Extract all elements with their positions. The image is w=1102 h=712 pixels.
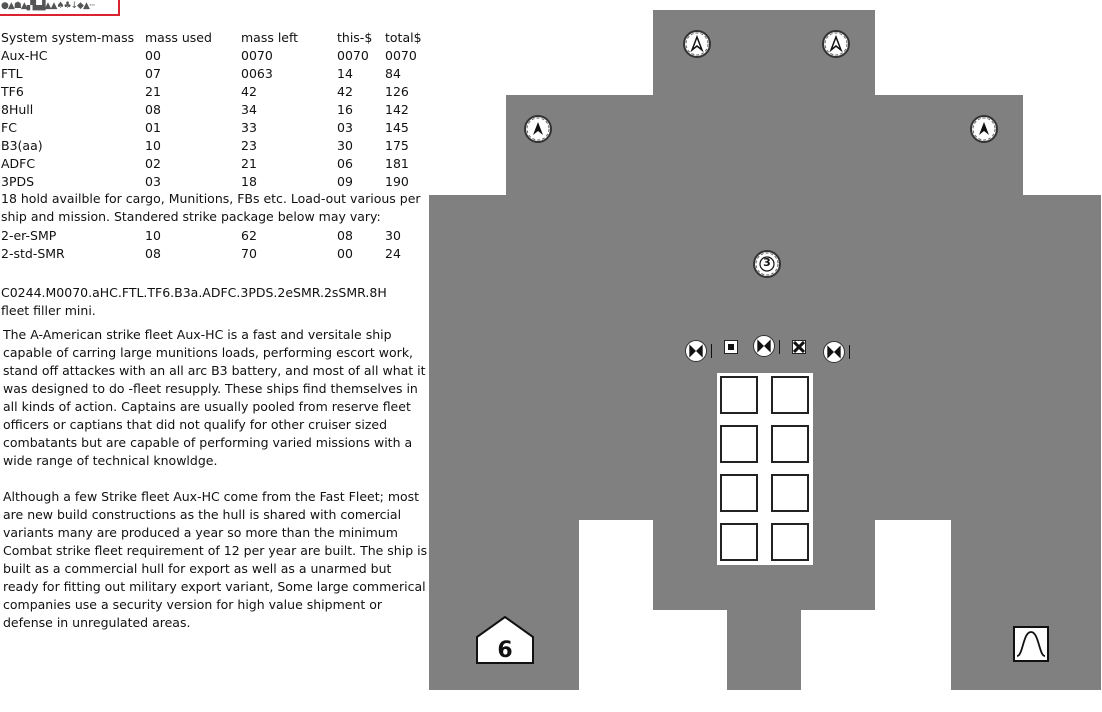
arc-hardpoint-icon bbox=[970, 115, 998, 143]
divider bbox=[779, 340, 780, 354]
hold-note: 18 hold availble for cargo, Munitions, FBs etc. Load-out various per ship and mission. Standered strike package below may vary: bbox=[1, 191, 421, 224]
system-mass: 03 bbox=[145, 173, 161, 189]
total-cost: 142 bbox=[385, 101, 409, 117]
hold-box bbox=[720, 425, 758, 463]
col-header: System system-mass bbox=[1, 29, 135, 45]
description-paragraph: The A-American strike fleet Aux-HC is a fast and versitale ship capable of carring large munitions loads, performing escort work, stand off attackes with an all arc B3 battery, and most of all what it was designed to do -fleet resupply. These ships find themselves in all kinds of action. Captains are usually pooled from reserve fleet officers or captians that did not qualify for other cruiser sized combatants but are capable of performing varied missions with a wide range of technical knowldge. bbox=[3, 327, 426, 468]
hull-right-leg bbox=[951, 510, 1101, 690]
table-row bbox=[1, 64, 425, 82]
hold-box bbox=[771, 523, 809, 561]
cargo-hold-panel bbox=[717, 373, 813, 565]
hold-box bbox=[771, 376, 809, 414]
system-mass: 00 bbox=[145, 47, 161, 63]
col-header: this-$ bbox=[337, 29, 373, 45]
arc-hardpoint-icon bbox=[524, 115, 552, 143]
total-cost: 126 bbox=[385, 83, 409, 99]
total-cost: 0070 bbox=[385, 47, 417, 63]
mass-left: 33 bbox=[241, 119, 257, 135]
mass-left: 08 bbox=[337, 227, 353, 243]
table-row bbox=[1, 118, 425, 136]
ship-diagram bbox=[429, 10, 1101, 690]
arc-hardpoint-icon bbox=[683, 30, 711, 58]
this-cost: 30 bbox=[337, 137, 353, 153]
ship-role: fleet filler mini. bbox=[1, 303, 96, 318]
table-row bbox=[1, 100, 425, 118]
this-cost: 16 bbox=[337, 101, 353, 117]
hold-box bbox=[720, 523, 758, 561]
mass-left: 0063 bbox=[241, 65, 273, 81]
system-mass: 08 bbox=[145, 101, 161, 117]
hold-box bbox=[771, 474, 809, 512]
table-row bbox=[1, 154, 425, 172]
this-cost: 03 bbox=[337, 119, 353, 135]
system-name: ADFC bbox=[1, 155, 36, 171]
description-paragraph: Although a few Strike fleet Aux-HC come from the Fast Fleet; most are new build constructions as the hull is shared with comercial variants many are produced a year so more than the minimum Combat strike fleet requirement of 12 per year are built. The ship is built as a commercial hull for export as well as a unarmed but ready for fitting out military export variant, Some large commerical companies use a security version for high value shipment or defense in unregulated areas. bbox=[3, 489, 428, 630]
table-note-row bbox=[1, 190, 425, 226]
table-row bbox=[1, 172, 425, 190]
system-mass: 07 bbox=[145, 65, 161, 81]
battery-label: 3 bbox=[763, 256, 771, 269]
system-mass: 10 bbox=[145, 137, 161, 153]
system-name: 2-std-SMR bbox=[1, 245, 65, 261]
mass-used: 70 bbox=[241, 245, 257, 261]
hull-number: 6 bbox=[497, 638, 513, 663]
hull-center-leg bbox=[727, 600, 801, 690]
this-cost: 30 bbox=[385, 227, 401, 243]
total-cost: 190 bbox=[385, 173, 409, 189]
total-cost: 145 bbox=[385, 119, 409, 135]
this-cost: 06 bbox=[337, 155, 353, 171]
table-row bbox=[1, 226, 425, 244]
total-cost: 175 bbox=[385, 137, 409, 153]
table-row bbox=[1, 244, 425, 262]
system-mass: 01 bbox=[145, 119, 161, 135]
col-header: total$ bbox=[385, 29, 422, 45]
mass-left: 23 bbox=[241, 137, 257, 153]
system-mass: 10 bbox=[145, 227, 161, 243]
system-mass: 02 bbox=[145, 155, 161, 171]
table-row bbox=[1, 82, 425, 100]
pds-icon bbox=[753, 335, 775, 357]
system-name: Aux-HC bbox=[1, 47, 48, 63]
col-header: mass used bbox=[145, 29, 212, 45]
system-name: B3(aa) bbox=[1, 137, 43, 153]
table-row bbox=[1, 46, 425, 64]
mass-left: 34 bbox=[241, 101, 257, 117]
system-mass: 21 bbox=[145, 83, 161, 99]
system-name: FC bbox=[1, 119, 17, 135]
this-cost: 0070 bbox=[337, 47, 369, 63]
this-cost: 42 bbox=[337, 83, 353, 99]
mass-left: 42 bbox=[241, 83, 257, 99]
adfc-icon bbox=[792, 340, 806, 354]
system-name: TF6 bbox=[1, 83, 24, 99]
mass-left: 21 bbox=[241, 155, 257, 171]
hold-box bbox=[720, 376, 758, 414]
arc-hardpoint-icon bbox=[822, 30, 850, 58]
system-mass: 08 bbox=[145, 245, 161, 261]
system-name: 2-er-SMP bbox=[1, 227, 57, 243]
mass-used: 62 bbox=[241, 227, 257, 243]
system-name: 3PDS bbox=[1, 173, 35, 189]
pds-icon bbox=[685, 340, 707, 362]
total-cost: 84 bbox=[385, 65, 401, 81]
hold-box bbox=[720, 474, 758, 512]
header-icon-strip: ●▲☗▲▞▙▟▲▲♠♣↓◆▲··· bbox=[0, 0, 120, 16]
ftl-drive-icon bbox=[1013, 626, 1049, 662]
divider bbox=[849, 345, 850, 359]
table-row bbox=[1, 136, 425, 154]
col-header: mass left bbox=[241, 29, 299, 45]
divider bbox=[711, 344, 712, 358]
system-name: FTL bbox=[1, 65, 23, 81]
this-cost: 24 bbox=[385, 245, 401, 261]
ship-stats-table bbox=[1, 28, 425, 262]
mass-left: 18 bbox=[241, 173, 257, 189]
this-cost: 14 bbox=[337, 65, 353, 81]
pds-icon bbox=[823, 341, 845, 363]
hold-box bbox=[771, 425, 809, 463]
this-cost: 09 bbox=[337, 173, 353, 189]
table-header-row bbox=[1, 28, 425, 46]
ship-code: C0244.M0070.aHC.FTL.TF6.B3a.ADFC.3PDS.2eSMR.2sSMR.8H bbox=[1, 285, 387, 300]
fire-control-icon bbox=[724, 340, 738, 354]
mass-left: 0070 bbox=[241, 47, 273, 63]
total-cost: 181 bbox=[385, 155, 409, 171]
system-name: 8Hull bbox=[1, 101, 34, 117]
mass-left: 00 bbox=[337, 245, 353, 261]
